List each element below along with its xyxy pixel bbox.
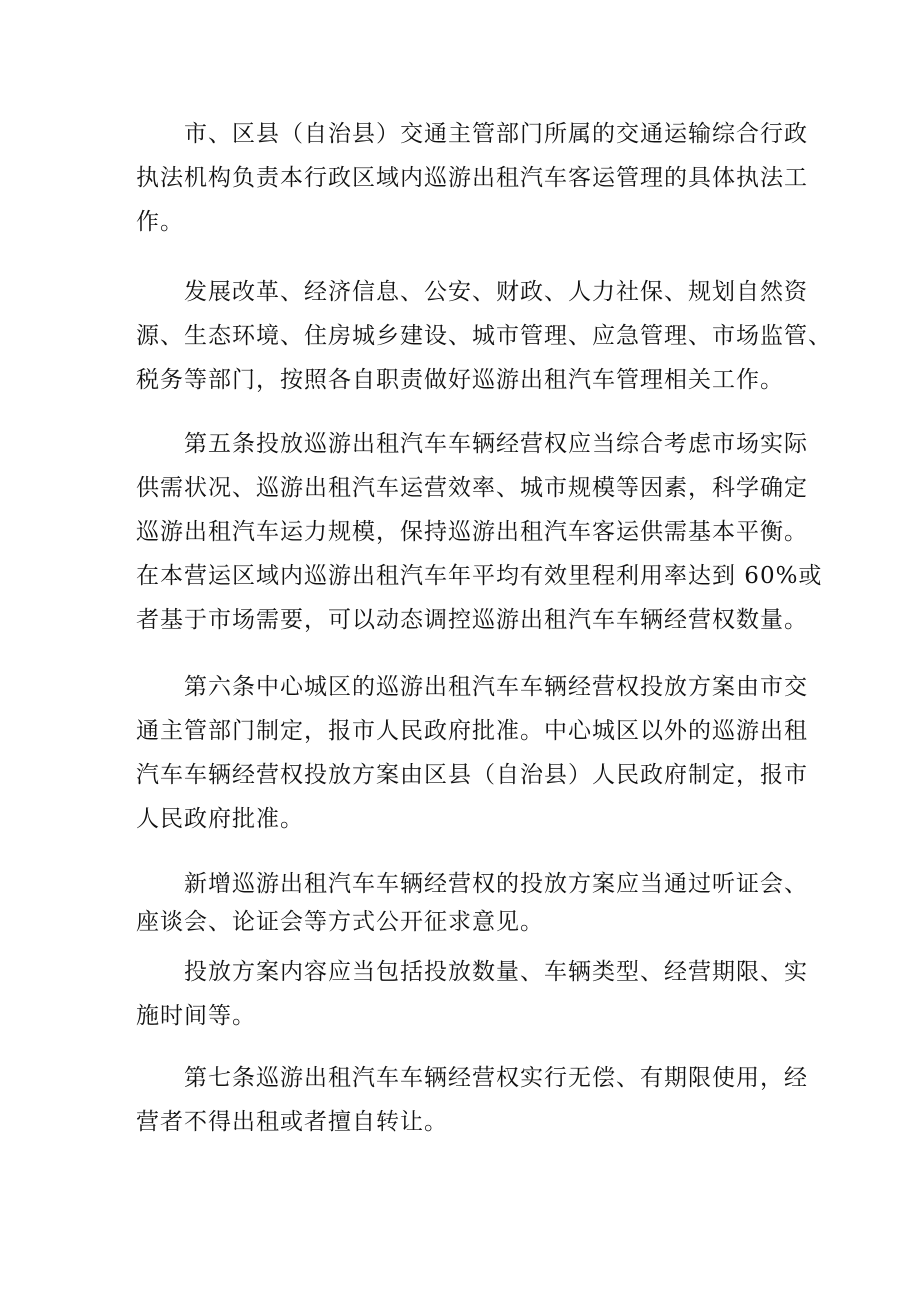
text-line: 供需状况、巡游出租汽车运营效率、城市规模等因素，科学确定 [136, 475, 808, 501]
text-line: 第七条巡游出租汽车车辆经营权实行无偿、有期限使用，经 [136, 1065, 808, 1091]
text-line: 营者不得出租或者擅自转让。 [136, 1109, 448, 1135]
text-line: 者基于市场需要，可以动态调控巡游出租汽车车辆经营权数量。 [136, 607, 808, 633]
text-line: 第五条投放巡游出租汽车车辆经营权应当综合考虑市场实际 [136, 431, 808, 457]
text-line: 巡游出租汽车运力规模，保持巡游出租汽车客运供需基本平衡。 [136, 519, 808, 545]
text-line: 新增巡游出租汽车车辆经营权的投放方案应当通过听证会、 [136, 871, 808, 897]
text-line: 投放方案内容应当包括投放数量、车辆类型、经营期限、实 [136, 959, 808, 985]
text-line: 税务等部门，按照各自职责做好巡游出租汽车管理相关工作。 [136, 367, 784, 393]
paragraph-article-7 [136, 1056, 816, 1144]
text-line: 源、生态环境、住房城乡建设、城市管理、应急管理、市场监管、 [136, 323, 832, 349]
text-line: 第六条中心城区的巡游出租汽车车辆经营权投放方案由市交 [136, 674, 808, 700]
text-line: 通主管部门制定，报市人民政府批准。中心城区以外的巡游出租 [136, 718, 808, 744]
text-line: 市、区县（自治县）交通主管部门所属的交通运输综合行政 [136, 121, 808, 147]
text-line: 施时间等。 [136, 1003, 256, 1029]
text-line: 发展改革、经济信息、公安、财政、人力社保、规划自然资 [136, 279, 808, 305]
paragraph-public-consultation [136, 865, 816, 941]
text-line: 作。 [136, 209, 184, 235]
text-line: 座谈会、论证会等方式公开征求意见。 [136, 909, 544, 935]
paragraph-article-6 [136, 665, 816, 841]
paragraph-departments [136, 270, 832, 402]
paragraph-article-5 [136, 422, 823, 642]
text-line: 在本营运区域内巡游出租汽车年平均有效里程利用率达到 60%或 [136, 563, 823, 589]
paragraph-enforcement-agency [136, 112, 816, 244]
text-line: 汽车车辆经营权投放方案由区县（自治县）人民政府制定，报市 [136, 762, 808, 788]
text-line: 执法机构负责本行政区域内巡游出租汽车客运管理的具体执法工 [136, 165, 808, 191]
paragraph-plan-content [136, 950, 816, 1038]
text-line: 人民政府批准。 [136, 806, 304, 832]
